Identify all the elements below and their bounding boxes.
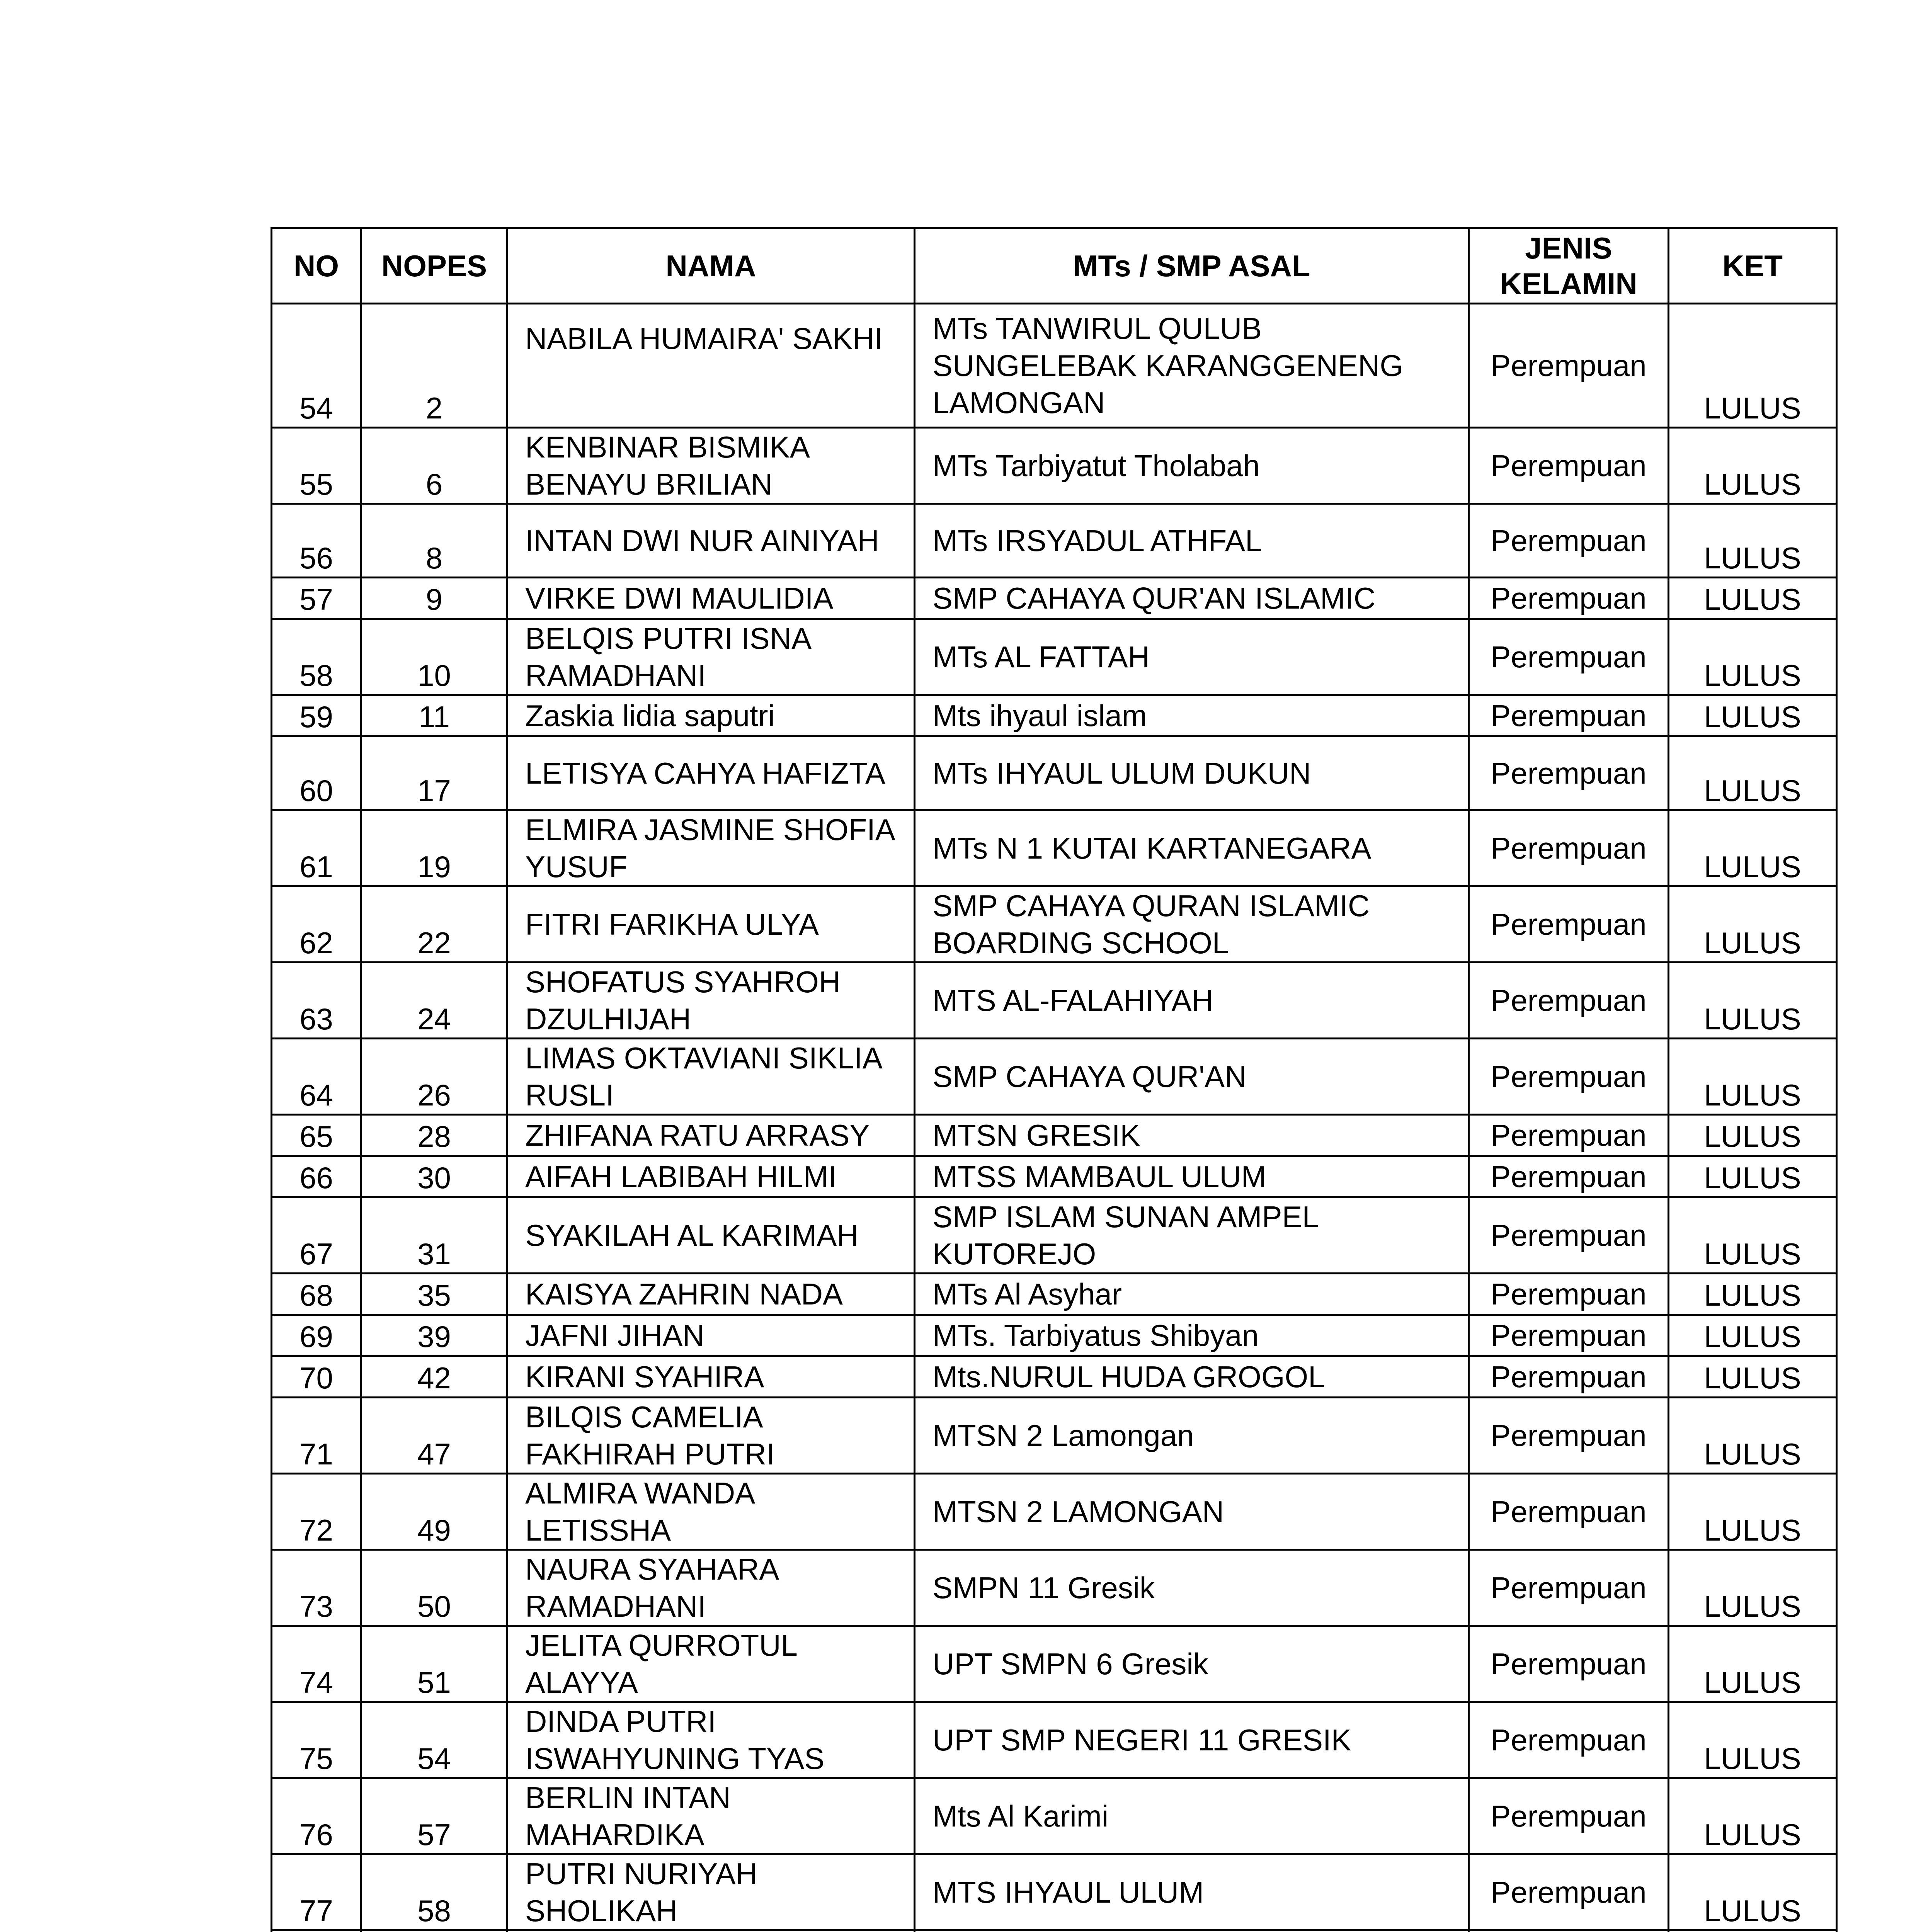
cell-jenis-kelamin: Perempuan: [1469, 1315, 1669, 1356]
cell-nama: KAISYA ZAHRIN NADA: [507, 1274, 915, 1315]
cell-asal: Mts.NURUL HUDA GROGOL: [915, 1356, 1469, 1398]
cell-nopes: 19: [361, 810, 507, 886]
cell-no: 58: [272, 619, 361, 695]
cell-no: 73: [272, 1550, 361, 1626]
cell-no: 62: [272, 886, 361, 963]
table-row: [272, 304, 1837, 428]
cell-nama: VIRKE DWI MAULIDIA: [507, 578, 915, 619]
cell-jenis-kelamin: Perempuan: [1469, 619, 1669, 695]
cell-asal: MTs IHYAUL ULUM DUKUN: [915, 736, 1469, 810]
cell-asal: MTSS MAMBAUL ULUM: [915, 1156, 1469, 1197]
cell-no: 56: [272, 504, 361, 578]
cell-nama: BILQIS CAMELIA FAKHIRAH PUTRI: [507, 1398, 915, 1474]
cell-asal: MTs Tarbiyatut Tholabah: [915, 428, 1469, 504]
cell-nama: LETISYA CAHYA HAFIZTA: [507, 736, 915, 810]
table-row: [272, 1039, 1837, 1115]
cell-jenis-kelamin: Perempuan: [1469, 304, 1669, 428]
table-row: [272, 1702, 1837, 1778]
cell-no: 74: [272, 1626, 361, 1702]
cell-nopes: 28: [361, 1115, 507, 1156]
cell-nopes: 9: [361, 578, 507, 619]
cell-asal: MTs. Tarbiyatus Shibyan: [915, 1315, 1469, 1356]
table-row: [272, 1626, 1837, 1702]
table-row: [272, 1854, 1837, 1930]
cell-ket: LULUS: [1669, 1474, 1837, 1550]
cell-ket: LULUS: [1669, 736, 1837, 810]
cell-nama: AIFAH LABIBAH HILMI: [507, 1156, 915, 1197]
cell-asal: MTSN GRESIK: [915, 1115, 1469, 1156]
cell-asal: MTs TANWIRUL QULUB SUNGELEBAK KARANGGENENG LAMONGAN: [915, 304, 1469, 428]
header-nama: NAMA: [507, 228, 915, 304]
cell-ket: [1669, 1930, 1837, 1932]
table-row: [272, 1778, 1837, 1854]
cell-asal: SMPN 11 Gresik: [915, 1550, 1469, 1626]
cell-no: 76: [272, 1778, 361, 1854]
cell-no: 75: [272, 1702, 361, 1778]
cell-ket: LULUS: [1669, 1356, 1837, 1398]
table-row: [272, 963, 1837, 1039]
cell-nopes: 50: [361, 1550, 507, 1626]
graduation-table: [271, 227, 1838, 1932]
cell-nopes: 35: [361, 1274, 507, 1315]
cell-ket: LULUS: [1669, 504, 1837, 578]
cell-no: 70: [272, 1356, 361, 1398]
cell-jenis-kelamin: Perempuan: [1469, 810, 1669, 886]
cell-no: 67: [272, 1197, 361, 1274]
cell-nama: NAURA SYAHARA RAMADHANI: [507, 1550, 915, 1626]
cell-jenis-kelamin: Perempuan: [1469, 1474, 1669, 1550]
cell-no: 63: [272, 963, 361, 1039]
table-row: [272, 886, 1837, 963]
cell-jenis-kelamin: Perempuan: [1469, 695, 1669, 736]
cell-nama: KENBINAR BISMIKA BENAYU BRILIAN: [507, 428, 915, 504]
cell-jenis-kelamin: Perempuan: [1469, 736, 1669, 810]
cell-asal: Mts ihyaul islam: [915, 695, 1469, 736]
cell-nopes: 22: [361, 886, 507, 963]
cell-nama: ZHIFANA RATU ARRASY: [507, 1115, 915, 1156]
table-row: [272, 1197, 1837, 1274]
cell-jenis-kelamin: Perempuan: [1469, 886, 1669, 963]
cell-asal: MTs IRSYADUL ATHFAL: [915, 504, 1469, 578]
table-row: [272, 504, 1837, 578]
cell-jenis-kelamin: Perempuan: [1469, 428, 1669, 504]
cell-jenis-kelamin: Perempuan: [1469, 1115, 1669, 1156]
cell-nama: DINDA PUTRI ISWAHYUNING TYAS: [507, 1702, 915, 1778]
cell-asal: Mts Al Karimi: [915, 1778, 1469, 1854]
cell-no: [272, 1930, 361, 1932]
cell-jenis-kelamin: Perempuan: [1469, 963, 1669, 1039]
cell-nama: INTAN DWI NUR AINIYAH: [507, 504, 915, 578]
cell-ket: LULUS: [1669, 1315, 1837, 1356]
table-row: [272, 736, 1837, 810]
cell-ket: LULUS: [1669, 810, 1837, 886]
cell-nama: ELMIRA JASMINE SHOFIA YUSUF: [507, 810, 915, 886]
table-row: [272, 1474, 1837, 1550]
cell-no: 60: [272, 736, 361, 810]
cell-ket: LULUS: [1669, 1702, 1837, 1778]
header-no: NO: [272, 228, 361, 304]
cell-ket: LULUS: [1669, 963, 1837, 1039]
cell-nopes: 51: [361, 1626, 507, 1702]
cell-nopes: 2: [361, 304, 507, 428]
cell-asal: SMP ISLAM SUNAN AMPEL KUTOREJO: [915, 1197, 1469, 1274]
cell-asal: SMP CAHAYA QUR'AN ISLAMIC: [915, 578, 1469, 619]
table-row: [272, 1398, 1837, 1474]
table-row: [272, 1315, 1837, 1356]
cell-no: 55: [272, 428, 361, 504]
cell-ket: LULUS: [1669, 619, 1837, 695]
table-row: [272, 1274, 1837, 1315]
header-nopes: NOPES: [361, 228, 507, 304]
table-row: [272, 1115, 1837, 1156]
cell-asal: [915, 1930, 1469, 1932]
cell-no: 71: [272, 1398, 361, 1474]
cell-nopes: [361, 1930, 507, 1932]
cell-nopes: 24: [361, 963, 507, 1039]
cell-asal: SMP CAHAYA QURAN ISLAMIC BOARDING SCHOOL: [915, 886, 1469, 963]
cell-ket: LULUS: [1669, 1626, 1837, 1702]
cell-nopes: 54: [361, 1702, 507, 1778]
cell-asal: MTSN 2 LAMONGAN: [915, 1474, 1469, 1550]
cell-asal: UPT SMPN 6 Gresik: [915, 1626, 1469, 1702]
cell-ket: LULUS: [1669, 1778, 1837, 1854]
cell-asal: MTs N 1 KUTAI KARTANEGARA: [915, 810, 1469, 886]
table-row: [272, 1356, 1837, 1398]
table-body: [272, 304, 1837, 1932]
table-row: [272, 619, 1837, 695]
cell-nopes: 17: [361, 736, 507, 810]
cell-no: 72: [272, 1474, 361, 1550]
cell-nopes: 6: [361, 428, 507, 504]
cell-jenis-kelamin: Perempuan: [1469, 1156, 1669, 1197]
cell-jenis-kelamin: Perempuan: [1469, 1854, 1669, 1930]
cell-ket: LULUS: [1669, 428, 1837, 504]
cell-nopes: 8: [361, 504, 507, 578]
cell-jenis-kelamin: Perempuan: [1469, 1274, 1669, 1315]
cell-jenis-kelamin: Perempuan: [1469, 1550, 1669, 1626]
cell-ket: LULUS: [1669, 695, 1837, 736]
cell-nama: SYAKILAH AL KARIMAH: [507, 1197, 915, 1274]
cell-jenis-kelamin: Perempuan: [1469, 1356, 1669, 1398]
cell-jenis-kelamin: Perempuan: [1469, 1398, 1669, 1474]
cell-no: 57: [272, 578, 361, 619]
cell-no: 68: [272, 1274, 361, 1315]
cell-no: 59: [272, 695, 361, 736]
cell-asal: MTs Al Asyhar: [915, 1274, 1469, 1315]
cell-ket: LULUS: [1669, 1115, 1837, 1156]
cell-nama: BERLIN INTAN MAHARDIKA: [507, 1778, 915, 1854]
cell-nopes: 30: [361, 1156, 507, 1197]
cell-ket: LULUS: [1669, 1274, 1837, 1315]
cell-nama: NABILA HUMAIRA' SAKHI: [507, 304, 915, 428]
cell-jenis-kelamin: Perempuan: [1469, 1039, 1669, 1115]
cell-jenis-kelamin: Perempuan: [1469, 504, 1669, 578]
cell-nopes: 11: [361, 695, 507, 736]
cell-no: 77: [272, 1854, 361, 1930]
table-row: [272, 1930, 1837, 1932]
table-row: [272, 810, 1837, 886]
cell-ket: LULUS: [1669, 1197, 1837, 1274]
cell-asal: MTs AL FATTAH: [915, 619, 1469, 695]
table-row: [272, 1550, 1837, 1626]
cell-no: 69: [272, 1315, 361, 1356]
cell-nopes: 31: [361, 1197, 507, 1274]
cell-ket: LULUS: [1669, 578, 1837, 619]
cell-asal: UPT SMP NEGERI 11 GRESIK: [915, 1702, 1469, 1778]
cell-jenis-kelamin: Perempuan: [1469, 1197, 1669, 1274]
cell-jenis-kelamin: Perempuan: [1469, 1778, 1669, 1854]
cell-nopes: 10: [361, 619, 507, 695]
cell-nopes: 57: [361, 1778, 507, 1854]
header-asal: MTs / SMP ASAL: [915, 228, 1469, 304]
header-jenis-kelamin: JENIS KELAMIN: [1469, 228, 1669, 304]
cell-nama: LIMAS OKTAVIANI SIKLIA RUSLI: [507, 1039, 915, 1115]
cell-asal: MTSN 2 Lamongan: [915, 1398, 1469, 1474]
cell-no: 64: [272, 1039, 361, 1115]
table-header-row: [272, 228, 1837, 304]
cell-asal: SMP CAHAYA QUR'AN: [915, 1039, 1469, 1115]
table-row: [272, 695, 1837, 736]
table-row: [272, 1156, 1837, 1197]
cell-ket: LULUS: [1669, 1156, 1837, 1197]
cell-jenis-kelamin: [1469, 1930, 1669, 1932]
cell-jenis-kelamin: Perempuan: [1469, 578, 1669, 619]
table-row: [272, 578, 1837, 619]
cell-asal: MTS IHYAUL ULUM: [915, 1854, 1469, 1930]
cell-nama: PUTRI NURIYAH SHOLIKAH: [507, 1854, 915, 1930]
cell-nama: BELQIS PUTRI ISNA RAMADHANI: [507, 619, 915, 695]
cell-jenis-kelamin: Perempuan: [1469, 1626, 1669, 1702]
cell-nama: [507, 1930, 915, 1932]
cell-no: 54: [272, 304, 361, 428]
cell-nama: Zaskia lidia saputri: [507, 695, 915, 736]
cell-nopes: 47: [361, 1398, 507, 1474]
cell-no: 66: [272, 1156, 361, 1197]
cell-no: 61: [272, 810, 361, 886]
cell-ket: LULUS: [1669, 304, 1837, 428]
cell-ket: LULUS: [1669, 1550, 1837, 1626]
cell-nama: JAFNI JIHAN: [507, 1315, 915, 1356]
cell-nama: JELITA QURROTUL ALAYYA: [507, 1626, 915, 1702]
cell-nopes: 39: [361, 1315, 507, 1356]
cell-nopes: 42: [361, 1356, 507, 1398]
cell-nama: ALMIRA WANDA LETISSHA: [507, 1474, 915, 1550]
cell-jenis-kelamin: Perempuan: [1469, 1702, 1669, 1778]
cell-nopes: 49: [361, 1474, 507, 1550]
cell-no: 65: [272, 1115, 361, 1156]
cell-nama: SHOFATUS SYAHROH DZULHIJAH: [507, 963, 915, 1039]
cell-ket: LULUS: [1669, 886, 1837, 963]
cell-nopes: 58: [361, 1854, 507, 1930]
cell-asal: MTS AL-FALAHIYAH: [915, 963, 1469, 1039]
cell-ket: LULUS: [1669, 1854, 1837, 1930]
table-row: [272, 428, 1837, 504]
header-ket: KET: [1669, 228, 1837, 304]
cell-ket: LULUS: [1669, 1398, 1837, 1474]
cell-ket: LULUS: [1669, 1039, 1837, 1115]
cell-nama: KIRANI SYAHIRA: [507, 1356, 915, 1398]
cell-nopes: 26: [361, 1039, 507, 1115]
cell-nama: FITRI FARIKHA ULYA: [507, 886, 915, 963]
